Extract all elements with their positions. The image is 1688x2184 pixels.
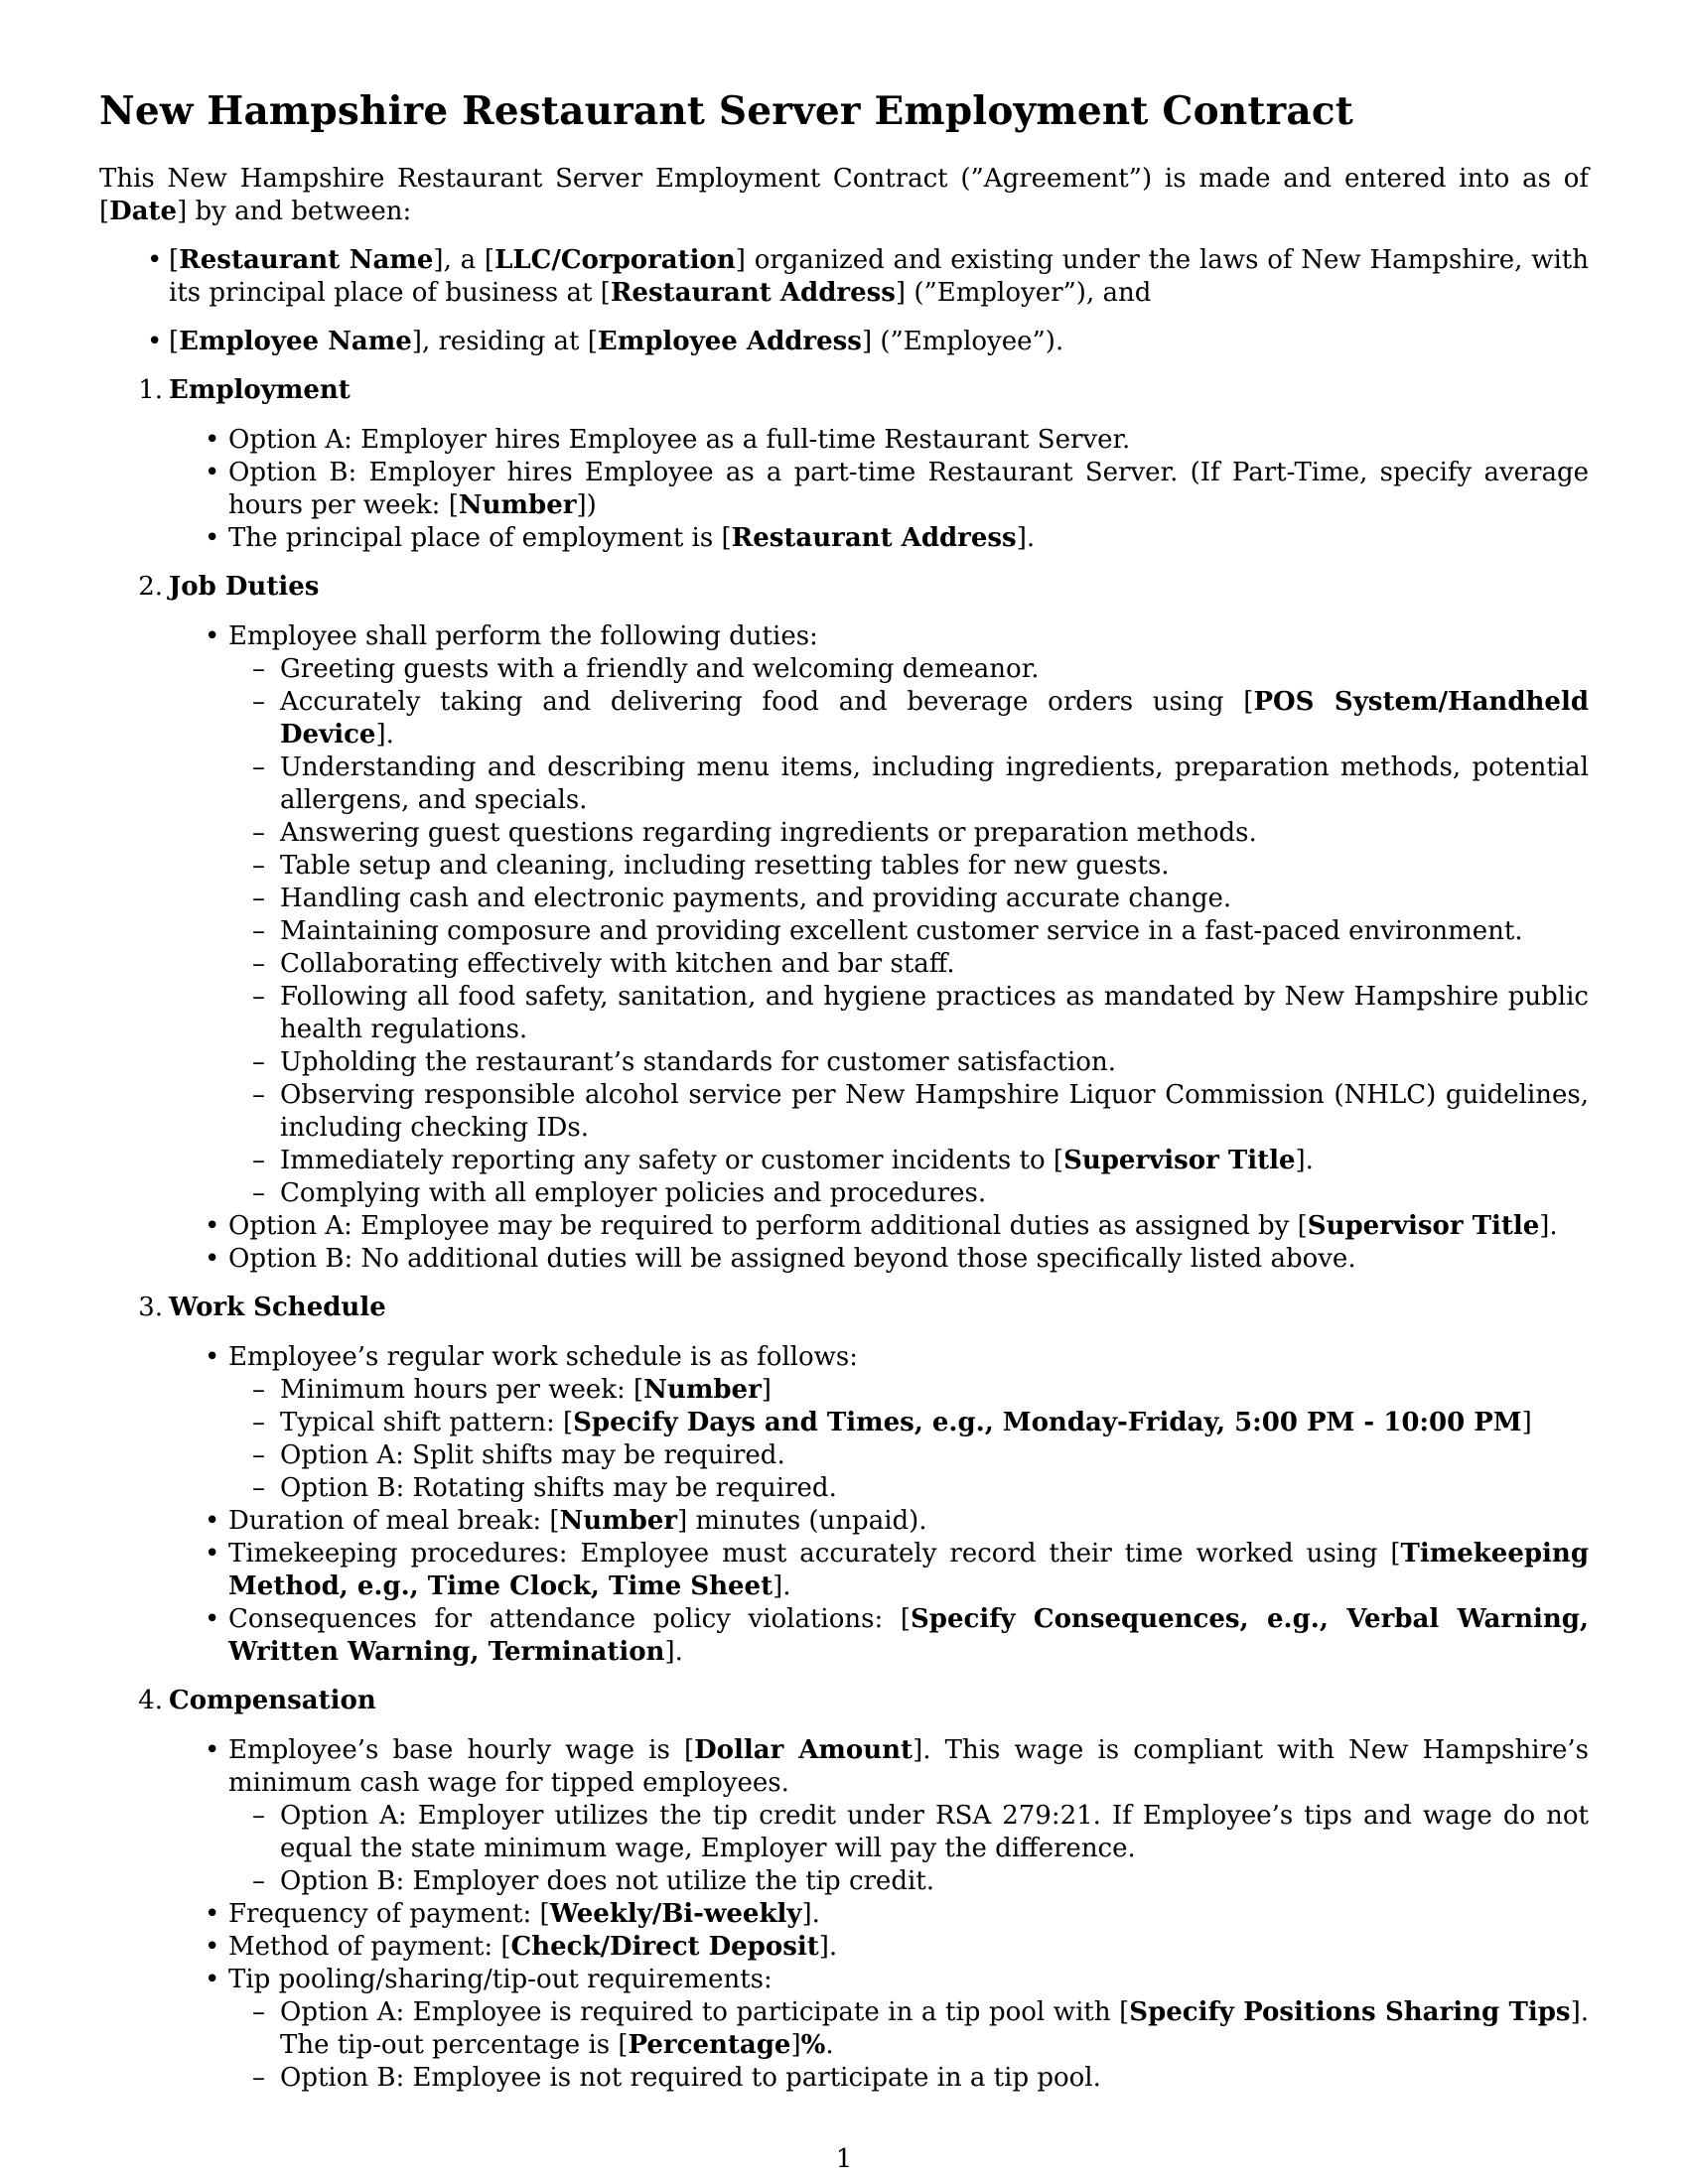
list-item: • Employee’s regular work schedule is as follows: – Minimum hours per week: [Number] – Typical shift pattern: [Specify Days and Times, e.g., Monday-Friday, 5:00 PM - 10:00 PM] – Option A: Split shifts may be required. – Option B: Rotating shifts may be required. xyxy=(169,1341,1589,1505)
sublist-item: – Maintaining composure and providing excellent customer service in a fast-paced environment. xyxy=(228,915,1589,948)
tip-credit-sublist xyxy=(228,1800,1589,1898)
list-item: • Tip pooling/sharing/tip-out requirements: – Option A: Employee is required to participate in a tip pool with [Specify Positions Sharing Tips]. The tip-out percentage is [Percentage]%. – Option B: Employee is not required to participate in a tip pool. xyxy=(169,1964,1589,2095)
sublist-item: – Complying with all employer policies and procedures. xyxy=(228,1177,1589,1210)
sublist-item: – Answering guest questions regarding ingredients or preparation methods. xyxy=(228,817,1589,850)
section-items xyxy=(169,1734,1589,2095)
party-employee: • [Employee Name], residing at [Employee Address] (”Employee”). xyxy=(99,326,1589,358)
contract-page xyxy=(99,87,1589,2111)
sublist-item: – Option B: Employer does not utilize the tip credit. xyxy=(228,1865,1589,1898)
page-number: 1 xyxy=(835,2144,853,2174)
parties-list xyxy=(99,244,1589,358)
section-items xyxy=(169,1341,1589,1669)
sublist-item: – Following all food safety, sanitation, and hygiene practices as mandated by New Hampshire public health regulations. xyxy=(228,981,1589,1046)
sublist-item: – Upholding the restaurant’s standards for customer satisfaction. xyxy=(228,1046,1589,1079)
section-number: 3. xyxy=(138,1293,163,1322)
document-title: New Hampshire Restaurant Server Employment Contract xyxy=(99,88,1354,134)
sublist-item: – Option A: Split shifts may be required. xyxy=(228,1439,1589,1472)
list-item: • Employee shall perform the following duties: – Greeting guests with a friendly and welcoming demeanor. – Accurately taking and delivering food and beverage orders using [POS System/Handheld Device]. – Understanding and describing menu items, including ingredients, preparation methods, potential allergens, and specials. – Answering guest questions regarding ingredients or preparation methods. – Table setup and cleaning, including resetting tables for new guests. – Handling cash and electronic payments, and providing accurate change. – Maintaining composure and providing excellent customer service in a fast-paced environment. – Collaborating effectively with kitchen and bar staff. – Following all food safety, sanitation, and hygiene practices as mandated by New Hampshire public health regulations. – Upholding the restaurant’s standards for customer satisfaction. – Observing responsible alcohol service per New Hampshire Liquor Commission (NHLC) guidelines, including checking IDs. – Immediately reporting any safety or customer incidents to [Supervisor Title]. – Complying with all employer policies and procedures. xyxy=(169,620,1589,1210)
sublist-item: – Greeting guests with a friendly and welcoming demeanor. xyxy=(228,653,1589,686)
sublist-item: – Immediately reporting any safety or customer incidents to [Supervisor Title]. xyxy=(228,1145,1589,1177)
sublist-item: – Collaborating effectively with kitchen and bar staff. xyxy=(228,948,1589,981)
section-items xyxy=(169,424,1589,555)
sublist-item: – Handling cash and electronic payments, and providing accurate change. xyxy=(228,883,1589,915)
section-number: 2. xyxy=(138,572,163,602)
section-number: 4. xyxy=(138,1686,163,1715)
section-number: 1. xyxy=(138,375,163,405)
list-item: • Duration of meal break: [Number] minutes (unpaid). xyxy=(169,1505,1589,1538)
list-item: • Option A: Employer hires Employee as a full-time Restaurant Server. xyxy=(169,424,1589,457)
schedule-sublist xyxy=(228,1374,1589,1505)
section-compensation xyxy=(99,1685,1589,2095)
section-title: Job Duties xyxy=(169,572,320,602)
section-title: Employment xyxy=(169,375,351,405)
list-item: • Consequences for attendance policy violations: [Specify Consequences, e.g., Verbal Warning, Written Warning, Termination]. xyxy=(169,1603,1589,1669)
list-item: • Method of payment: [Check/Direct Deposit]. xyxy=(169,1931,1589,1964)
list-item: • Frequency of payment: [Weekly/Bi-weekly]. xyxy=(169,1898,1589,1931)
sublist-item: – Accurately taking and delivering food and beverage orders using [POS System/Handheld Device]. xyxy=(228,686,1589,751)
list-item: • Option A: Employee may be required to perform additional duties as assigned by [Supervisor Title]. xyxy=(169,1210,1589,1243)
list-item: • The principal place of employment is [Restaurant Address]. xyxy=(169,522,1589,555)
sublist-item: – Understanding and describing menu items, including ingredients, preparation methods, potential allergens, and specials. xyxy=(228,751,1589,817)
section-items xyxy=(169,620,1589,1276)
sublist-item: – Observing responsible alcohol service per New Hampshire Liquor Commission (NHLC) guidelines, including checking IDs. xyxy=(228,1079,1589,1145)
sublist-item: – Option B: Rotating shifts may be required. xyxy=(228,1472,1589,1505)
intro-paragraph: This New Hampshire Restaurant Server Employment Contract (”Agreement”) is made and entered into as of [Date] by and between: xyxy=(99,164,1589,226)
sublist-item: – Table setup and cleaning, including resetting tables for new guests. xyxy=(228,850,1589,883)
duties-sublist xyxy=(228,653,1589,1210)
list-item: • Employee’s base hourly wage is [Dollar Amount]. This wage is compliant with New Hampshire’s minimum cash wage for tipped employees. – Option A: Employer utilizes the tip credit under RSA 279:21. If Employee’s tips and wage do not equal the state minimum wage, Employer will pay the difference. – Option B: Employer does not utilize the tip credit. xyxy=(169,1734,1589,1898)
section-employment xyxy=(99,374,1589,555)
party-employer: • [Restaurant Name], a [LLC/Corporation] organized and existing under the laws of New Hampshire, with its principal place of business at [Restaurant Address] (”Employer”), and xyxy=(99,244,1589,310)
sublist-item: – Option B: Employee is not required to participate in a tip pool. xyxy=(228,2062,1589,2095)
sublist-item: – Option A: Employer utilizes the tip credit under RSA 279:21. If Employee’s tips and wage do not equal the state minimum wage, Employer will pay the difference. xyxy=(228,1800,1589,1865)
list-item: • Timekeeping procedures: Employee must accurately record their time worked using [Timekeeping Method, e.g., Time Clock, Time Sheet]. xyxy=(169,1538,1589,1603)
list-item: • Option B: No additional duties will be assigned beyond those specifically listed above. xyxy=(169,1243,1589,1276)
list-item: • Option B: Employer hires Employee as a part-time Restaurant Server. (If Part-Time, specify average hours per week: [Number]) xyxy=(169,457,1589,522)
sublist-item: – Option A: Employee is required to participate in a tip pool with [Specify Positions Sharing Tips]. The tip-out percentage is [Percentage]%. xyxy=(228,1996,1589,2062)
section-title: Work Schedule xyxy=(169,1293,386,1322)
tip-pool-sublist xyxy=(228,1996,1589,2095)
section-title: Compensation xyxy=(169,1686,376,1715)
sublist-item: – Minimum hours per week: [Number] xyxy=(228,1374,1589,1407)
sublist-item: – Typical shift pattern: [Specify Days and Times, e.g., Monday-Friday, 5:00 PM - 10:00 PM] xyxy=(228,1407,1589,1439)
section-work-schedule xyxy=(99,1292,1589,1669)
section-job-duties xyxy=(99,571,1589,1276)
